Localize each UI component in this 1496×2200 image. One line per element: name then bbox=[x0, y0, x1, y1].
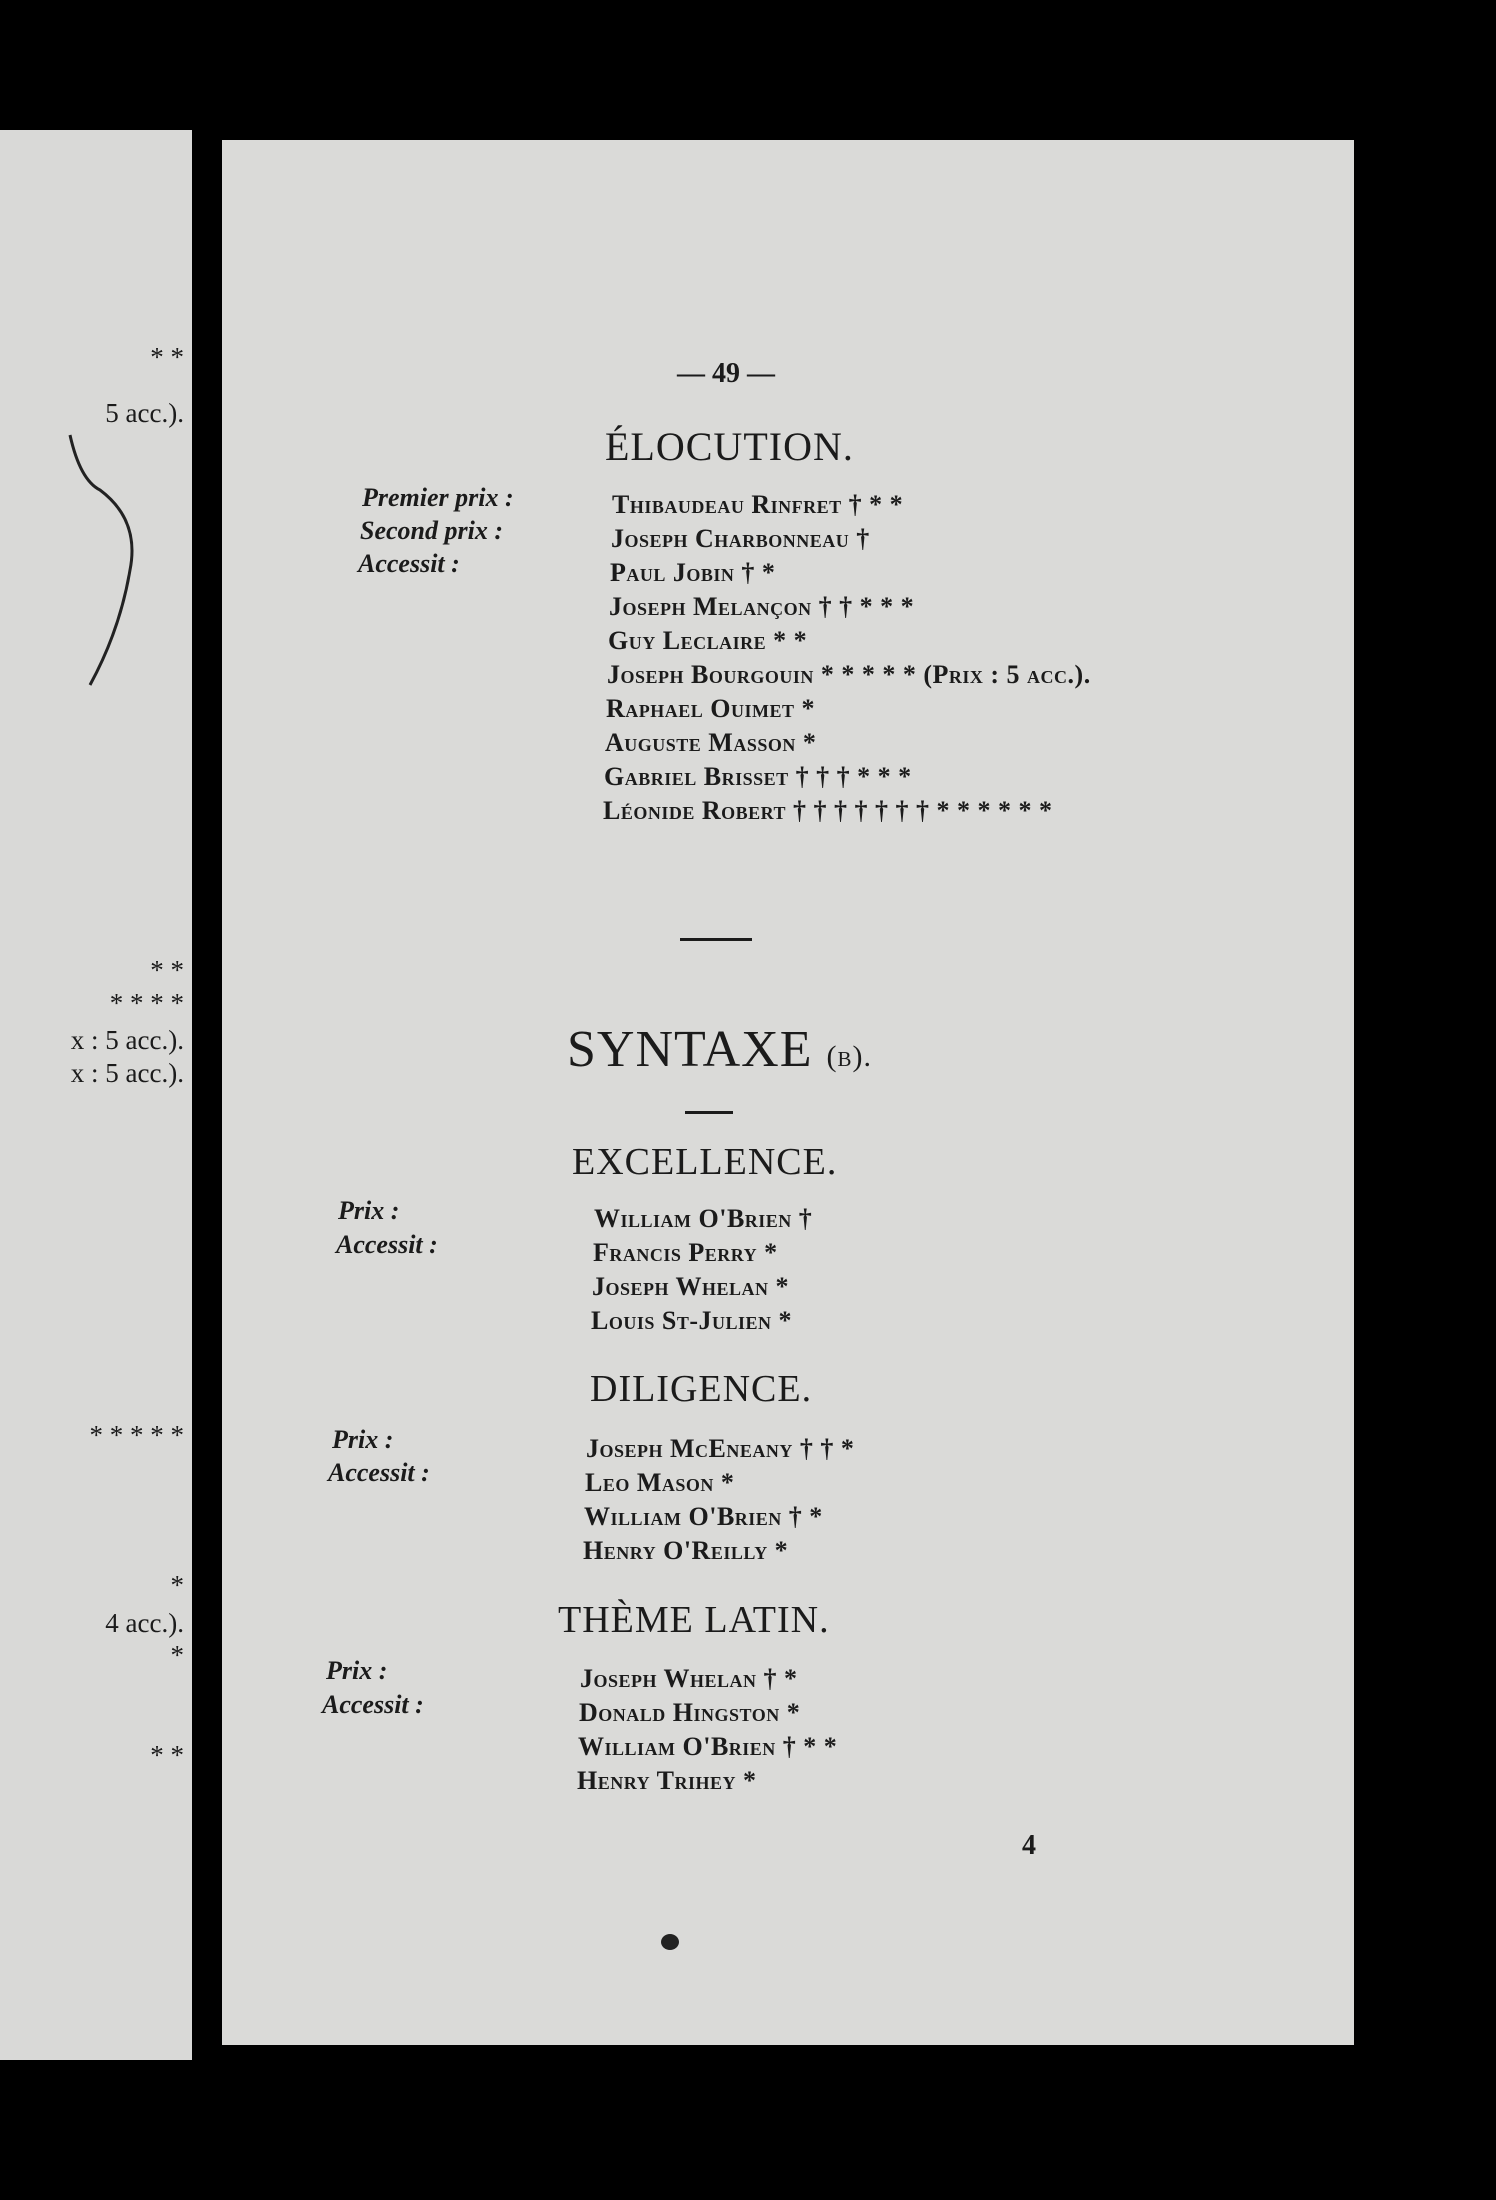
section-title-excellence: EXCELLENCE. bbox=[572, 1141, 838, 1183]
student-entry: Donald Hingston * bbox=[579, 1698, 801, 1727]
award-label: Accessit : bbox=[336, 1230, 438, 1259]
student-entry: Leo Mason * bbox=[585, 1468, 735, 1497]
left-fragment-line: * * bbox=[150, 342, 184, 372]
award-label: Accessit : bbox=[328, 1458, 430, 1487]
section-divider bbox=[685, 1111, 733, 1114]
student-entry: Auguste Masson * bbox=[605, 728, 817, 757]
left-fragment-line: * * * * bbox=[109, 988, 184, 1018]
syntaxe-title: SYNTAXE bbox=[567, 1021, 813, 1078]
section-title-elocution: ÉLOCUTION. bbox=[605, 424, 854, 469]
award-label: Premier prix : bbox=[362, 483, 514, 512]
student-entry: Gabriel Brisset † † † * * * bbox=[604, 762, 912, 791]
student-entry: Raphael Ouimet * bbox=[606, 694, 816, 723]
left-fragment-line: * * * * * bbox=[89, 1420, 184, 1450]
student-entry: Joseph Bourgouin * * * * * (Prix : 5 acc.). bbox=[607, 660, 1091, 689]
student-entry: Paul Jobin † * bbox=[610, 558, 776, 587]
left-fragment-line: 4 acc.). bbox=[105, 1608, 184, 1638]
left-fragment-line: x : 5 acc.). bbox=[70, 1058, 184, 1088]
previous-page-fragment bbox=[0, 130, 192, 2060]
student-entry: Francis Perry * bbox=[593, 1238, 778, 1267]
student-entry: Joseph Charbonneau † bbox=[611, 524, 870, 553]
signature-number: 4 bbox=[1022, 1830, 1036, 1861]
student-entry: Guy Leclaire * * bbox=[608, 626, 808, 655]
student-entry: Léonide Robert † † † † † † † * * * * * * bbox=[603, 796, 1053, 825]
award-label: Prix : bbox=[338, 1196, 400, 1225]
student-entry: Thibaudeau Rinfret † * * bbox=[612, 490, 904, 519]
section-title-theme-latin: THÈME LATIN. bbox=[558, 1599, 830, 1641]
award-label: Accessit : bbox=[322, 1690, 424, 1719]
left-fragment-line: * bbox=[170, 1640, 184, 1670]
left-fragment-line: x : 5 acc.). bbox=[70, 1025, 184, 1055]
left-fragment-line: * bbox=[170, 1570, 184, 1600]
left-fragment-line: * * bbox=[150, 955, 184, 985]
student-entry: Joseph Whelan † * bbox=[580, 1664, 798, 1693]
ink-blot bbox=[652, 1920, 692, 1960]
student-entry: William O'Brien † bbox=[594, 1204, 813, 1233]
left-fragment-line: * * bbox=[150, 1740, 184, 1770]
syntaxe-suffix: (b). bbox=[826, 1040, 872, 1073]
student-entry: Henry O'Reilly * bbox=[583, 1536, 789, 1565]
left-fragment-line: 5 acc.). bbox=[105, 398, 184, 428]
student-entry: William O'Brien † * bbox=[584, 1502, 823, 1531]
student-entry: Henry Trihey * bbox=[577, 1766, 757, 1795]
student-entry: Louis St-Julien * bbox=[591, 1306, 792, 1335]
section-title-diligence: DILIGENCE. bbox=[590, 1368, 813, 1410]
award-label: Prix : bbox=[326, 1656, 388, 1685]
student-entry: William O'Brien † * * bbox=[578, 1732, 838, 1761]
section-divider bbox=[680, 938, 752, 941]
pencil-mark bbox=[60, 430, 160, 690]
student-entry: Joseph McEneany † † * bbox=[586, 1434, 855, 1463]
student-entry: Joseph Whelan * bbox=[592, 1272, 790, 1301]
document-page bbox=[222, 140, 1354, 2045]
award-label: Accessit : bbox=[358, 549, 460, 578]
page-number: — 49 — bbox=[677, 358, 775, 389]
award-label: Prix : bbox=[332, 1425, 394, 1454]
award-label: Second prix : bbox=[360, 516, 503, 545]
section-title-syntaxe bbox=[567, 1020, 872, 1079]
student-entry: Joseph Melançon † † * * * bbox=[609, 592, 915, 621]
